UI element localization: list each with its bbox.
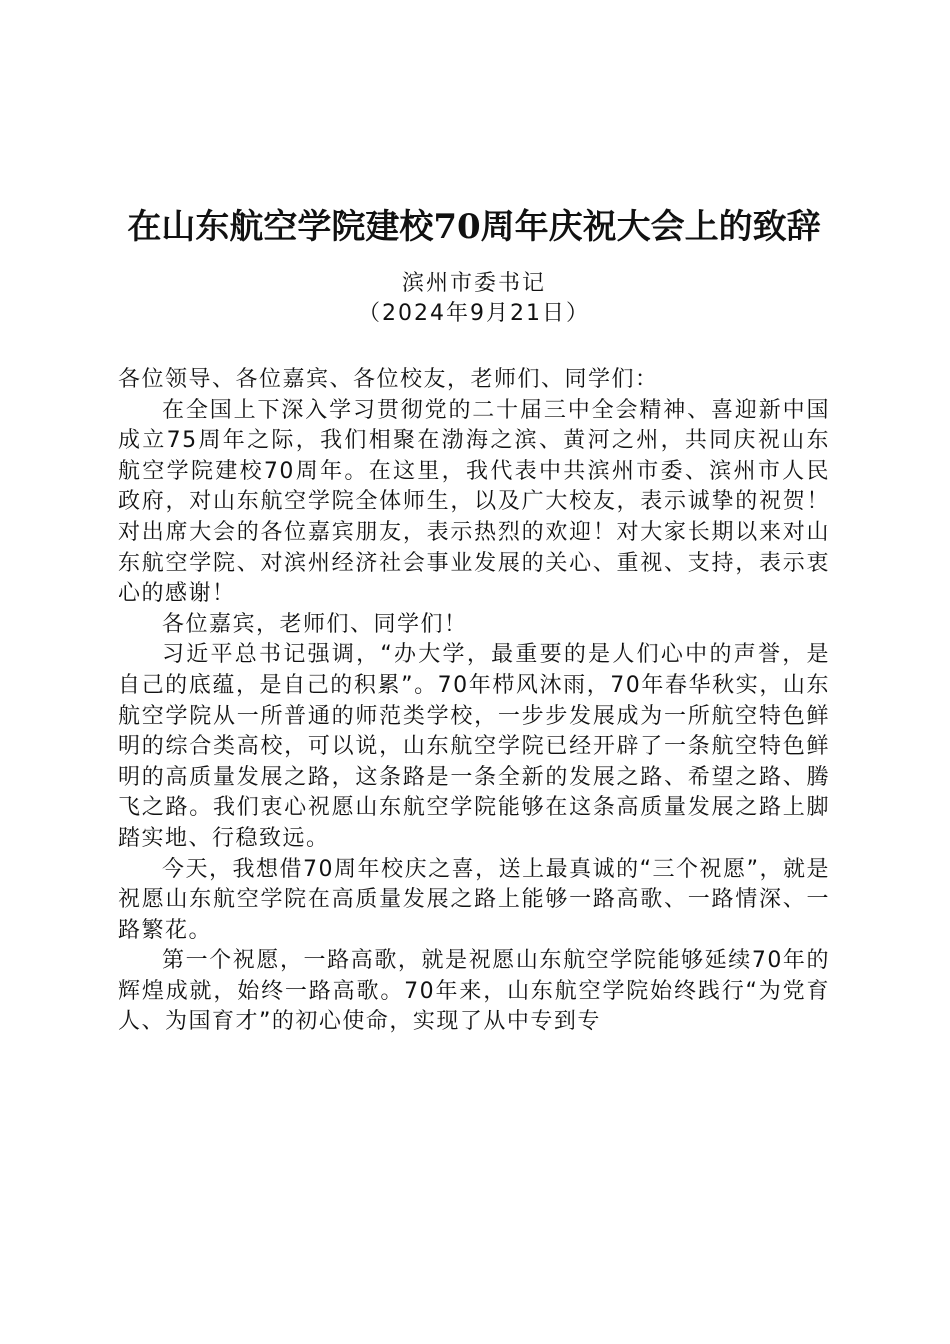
- salutation: 各位领导、各位嘉宾、各位校友，老师们、同学们：: [118, 367, 659, 392]
- paragraph: 在全国上下深入学习贯彻党的二十届三中全会精神、喜迎新中国成立75周年之际，我们相聚在渤海之滨、黄河之州，共同庆祝山东航空学院建校70周年。在这里，我代表中共滨州市委、滨州市人民政府，对山东航空学院全体师生，以及广大校友，表示诚挚的祝贺！对出席大会的各位嘉宾朋友，表示热烈的欢迎！对大家长期以来对山东航空学院、对滨州经济社会事业发展的关心、重视、支持，表示衷心的感谢！: [118, 397, 830, 607]
- author-line: 滨州市委书记: [401, 271, 546, 296]
- date-line: （2024年9月21日）: [358, 301, 590, 326]
- document-title: 在山东航空学院建校70周年庆祝大会上的致辞: [127, 207, 821, 247]
- paragraph: 各位嘉宾，老师们、同学们！: [162, 611, 468, 637]
- paragraph: 第一个祝愿，一路高歌，就是祝愿山东航空学院能够延续70年的辉煌成就，始终一路高歌。70年来，山东航空学院始终践行“为党育人、为国育才”的初心使命，实现了从中专到专: [118, 948, 830, 1035]
- speech-text: [118, 365, 830, 1038]
- paragraph: 今天，我想借70周年校庆之喜，送上最真诚的“三个祝愿”，就是祝愿山东航空学院在高质量发展之路上能够一路高歌、一路情深、一路繁花。: [118, 856, 830, 943]
- paragraph: 习近平总书记强调，“办大学，最重要的是人们心中的声誉，是自己的底蕴，是自己的积累”。70年栉风沐雨，70年春华秋实，山东航空学院从一所普通的师范类学校，一步步发展成为一所航空特色鲜明的综合类高校，可以说，山东航空学院已经开辟了一条航空特色鲜明的高质量发展之路，这条路是一条全新的发展之路、希望之路、腾飞之路。我们衷心祝愿山东航空学院能够在这条高质量发展之路上脚踏实地、行稳致远。: [118, 642, 830, 851]
- document-body: [118, 195, 830, 1038]
